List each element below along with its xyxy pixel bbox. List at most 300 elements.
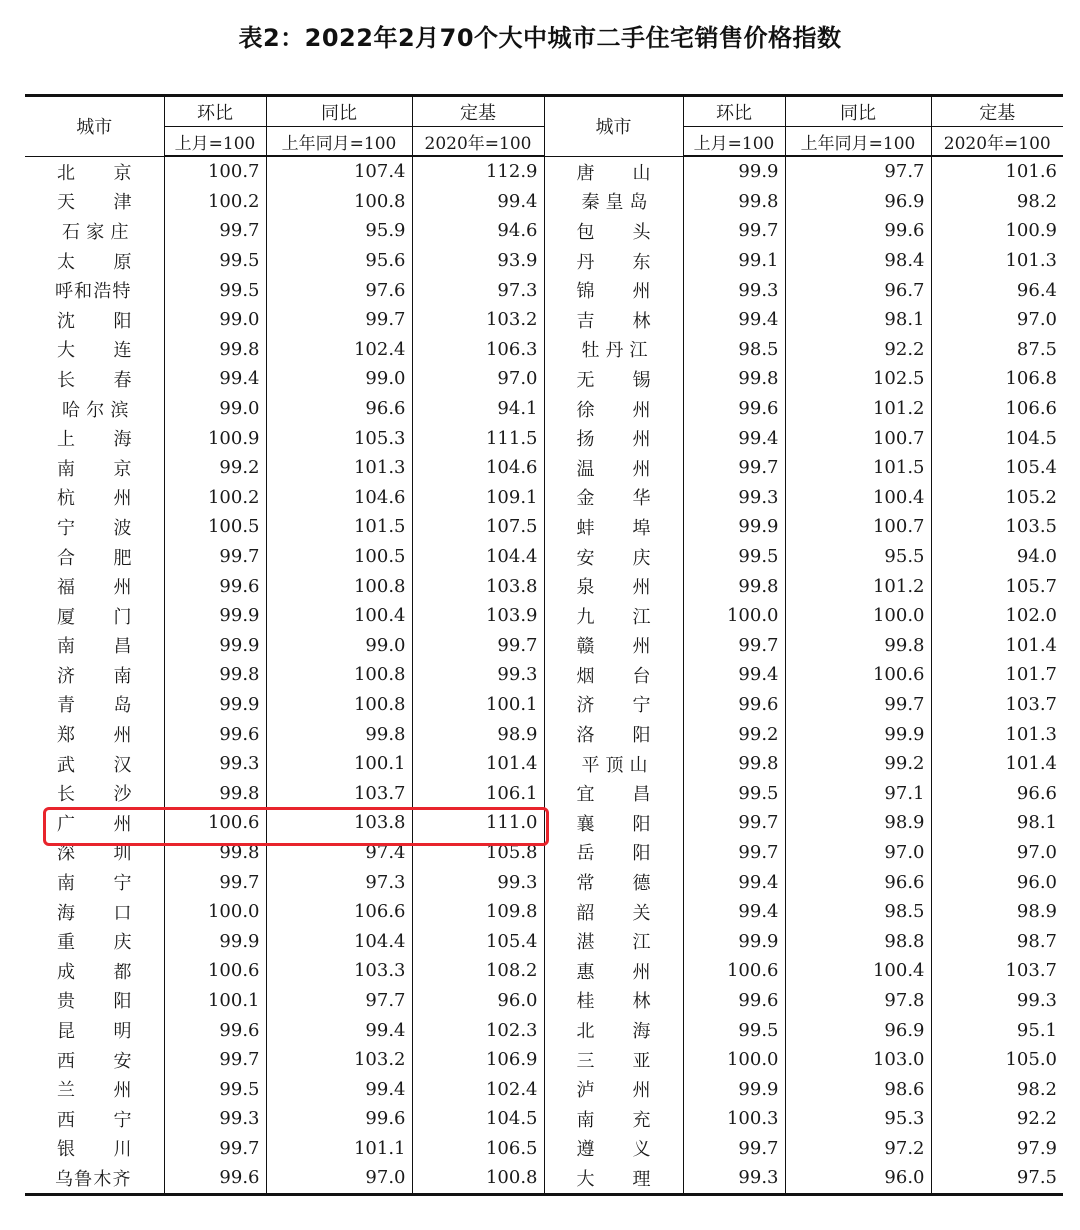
right-fixed-cell: 87.5 xyxy=(931,335,1063,365)
right-mom-cell: 99.8 xyxy=(683,187,785,217)
table-row xyxy=(25,778,1063,808)
header-yoy-base-right: 上年同月=100 xyxy=(785,127,931,157)
left-city-cell: 海口 xyxy=(57,902,132,924)
left-yoy-cell: 104.4 xyxy=(266,926,412,956)
left-yoy-cell: 99.6 xyxy=(266,1104,412,1134)
left-mom-cell: 99.2 xyxy=(164,453,266,483)
table-row xyxy=(25,512,1063,542)
left-fixed-cell: 104.4 xyxy=(412,542,544,572)
left-mom-cell: 99.3 xyxy=(164,749,266,779)
right-fixed-cell: 101.3 xyxy=(931,246,1063,276)
left-mom-cell: 100.2 xyxy=(164,483,266,513)
right-mom-cell: 99.4 xyxy=(683,897,785,927)
right-mom-cell: 99.8 xyxy=(683,571,785,601)
left-fixed-cell: 109.8 xyxy=(412,897,544,927)
left-city-cell: 昆明 xyxy=(57,1021,132,1043)
right-mom-cell: 99.7 xyxy=(683,631,785,661)
right-city-cell: 蚌埠 xyxy=(544,512,683,542)
left-fixed-cell: 98.9 xyxy=(412,719,544,749)
right-mom-cell: 99.3 xyxy=(683,483,785,513)
right-fixed-cell: 101.4 xyxy=(931,749,1063,779)
header-mom-base-right: 上月=100 xyxy=(683,127,785,157)
left-yoy-cell: 99.4 xyxy=(266,1074,412,1104)
right-yoy-cell: 100.7 xyxy=(785,512,931,542)
left-yoy-cell: 102.4 xyxy=(266,335,412,365)
right-city-cell: 遵义 xyxy=(544,1134,683,1164)
table-row xyxy=(25,1045,1063,1075)
right-city-cell: 吉林 xyxy=(544,305,683,335)
right-mom-cell: 99.4 xyxy=(683,660,785,690)
left-mom-cell: 99.0 xyxy=(164,394,266,424)
left-mom-cell: 99.5 xyxy=(164,246,266,276)
left-mom-cell: 99.3 xyxy=(164,1104,266,1134)
table-row xyxy=(25,156,1063,187)
left-yoy-cell: 99.0 xyxy=(266,364,412,394)
right-city-cell: 平顶山 xyxy=(544,749,683,779)
table-row xyxy=(25,749,1063,779)
right-yoy-cell: 96.9 xyxy=(785,1015,931,1045)
left-city-cell: 南宁 xyxy=(57,873,132,895)
right-city-cell: 锦州 xyxy=(544,275,683,305)
right-yoy-cell: 100.6 xyxy=(785,660,931,690)
right-yoy-cell: 96.7 xyxy=(785,275,931,305)
table-row xyxy=(25,660,1063,690)
table-row xyxy=(25,483,1063,513)
table-row xyxy=(25,1163,1063,1194)
right-yoy-cell: 100.4 xyxy=(785,956,931,986)
left-city-cell: 宁波 xyxy=(57,517,132,539)
left-city-cell: 重庆 xyxy=(57,932,132,954)
left-mom-cell: 100.5 xyxy=(164,512,266,542)
right-fixed-cell: 101.3 xyxy=(931,719,1063,749)
right-yoy-cell: 102.5 xyxy=(785,364,931,394)
left-fixed-cell: 103.8 xyxy=(412,571,544,601)
left-fixed-cell: 99.7 xyxy=(412,631,544,661)
left-yoy-cell: 106.6 xyxy=(266,897,412,927)
header-fixed-base-left: 2020年=100 xyxy=(412,127,544,157)
left-city-cell: 大连 xyxy=(57,340,132,362)
right-mom-cell: 100.0 xyxy=(683,601,785,631)
left-mom-cell: 99.7 xyxy=(164,216,266,246)
page-title: 表2：2022年2月70个大中城市二手住宅销售价格指数 xyxy=(238,24,842,52)
left-fixed-cell: 112.9 xyxy=(412,156,544,187)
left-mom-cell: 99.8 xyxy=(164,778,266,808)
left-mom-cell: 99.5 xyxy=(164,275,266,305)
table-row xyxy=(25,601,1063,631)
left-city-cell: 郑州 xyxy=(57,725,132,747)
left-yoy-cell: 101.1 xyxy=(266,1134,412,1164)
right-fixed-cell: 98.1 xyxy=(931,808,1063,838)
left-yoy-cell: 95.6 xyxy=(266,246,412,276)
right-yoy-cell: 101.5 xyxy=(785,453,931,483)
right-yoy-cell: 97.2 xyxy=(785,1134,931,1164)
left-fixed-cell: 94.1 xyxy=(412,394,544,424)
right-yoy-cell: 97.0 xyxy=(785,838,931,868)
right-city-cell: 秦皇岛 xyxy=(544,187,683,217)
right-mom-cell: 99.4 xyxy=(683,867,785,897)
left-mom-cell: 99.9 xyxy=(164,690,266,720)
right-mom-cell: 99.3 xyxy=(683,275,785,305)
left-city-cell: 沈阳 xyxy=(57,310,132,332)
right-yoy-cell: 99.8 xyxy=(785,631,931,661)
left-mom-cell: 99.9 xyxy=(164,926,266,956)
header-fixed-left: 定基 xyxy=(412,96,544,127)
left-city-cell: 青岛 xyxy=(57,695,132,717)
left-yoy-cell: 97.3 xyxy=(266,867,412,897)
right-city-cell: 牡丹江 xyxy=(544,335,683,365)
left-mom-cell: 100.9 xyxy=(164,423,266,453)
left-yoy-cell: 103.2 xyxy=(266,1045,412,1075)
left-yoy-cell: 100.8 xyxy=(266,690,412,720)
left-mom-cell: 99.6 xyxy=(164,1015,266,1045)
right-yoy-cell: 98.1 xyxy=(785,305,931,335)
header-yoy-base-left: 上年同月=100 xyxy=(266,127,412,157)
left-fixed-cell: 94.6 xyxy=(412,216,544,246)
right-fixed-cell: 105.2 xyxy=(931,483,1063,513)
table-row xyxy=(25,867,1063,897)
left-fixed-cell: 111.0 xyxy=(412,808,544,838)
right-city-cell: 桂林 xyxy=(544,986,683,1016)
right-mom-cell: 99.6 xyxy=(683,394,785,424)
header-yoy-right: 同比 xyxy=(785,96,931,127)
left-yoy-cell: 100.8 xyxy=(266,187,412,217)
right-city-cell: 金华 xyxy=(544,483,683,513)
left-fixed-cell: 103.9 xyxy=(412,601,544,631)
right-mom-cell: 99.7 xyxy=(683,838,785,868)
left-yoy-cell: 103.8 xyxy=(266,808,412,838)
left-yoy-cell: 99.4 xyxy=(266,1015,412,1045)
left-yoy-cell: 99.8 xyxy=(266,719,412,749)
price-index-table xyxy=(25,94,1063,1196)
left-mom-cell: 100.7 xyxy=(164,156,266,187)
right-city-cell: 惠州 xyxy=(544,956,683,986)
right-fixed-cell: 97.9 xyxy=(931,1134,1063,1164)
table-row xyxy=(25,275,1063,305)
right-city-cell: 包头 xyxy=(544,216,683,246)
right-mom-cell: 99.8 xyxy=(683,364,785,394)
left-city-cell: 北京 xyxy=(57,162,132,184)
table-row xyxy=(25,571,1063,601)
left-city-cell: 武汉 xyxy=(57,754,132,776)
right-yoy-cell: 97.1 xyxy=(785,778,931,808)
right-yoy-cell: 100.7 xyxy=(785,423,931,453)
right-yoy-cell: 97.7 xyxy=(785,156,931,187)
right-city-cell: 大理 xyxy=(544,1163,683,1194)
left-yoy-cell: 97.0 xyxy=(266,1163,412,1194)
left-city-cell: 贵阳 xyxy=(57,991,132,1013)
left-yoy-cell: 101.5 xyxy=(266,512,412,542)
left-mom-cell: 99.7 xyxy=(164,1045,266,1075)
right-city-cell: 泉州 xyxy=(544,571,683,601)
left-city-cell: 太原 xyxy=(57,251,132,273)
left-city-cell: 长沙 xyxy=(57,784,132,806)
right-city-cell: 岳阳 xyxy=(544,838,683,868)
right-fixed-cell: 101.4 xyxy=(931,631,1063,661)
left-yoy-cell: 103.7 xyxy=(266,778,412,808)
left-fixed-cell: 105.4 xyxy=(412,926,544,956)
left-city-cell: 哈尔滨 xyxy=(62,399,129,421)
right-mom-cell: 99.3 xyxy=(683,1163,785,1194)
left-fixed-cell: 104.6 xyxy=(412,453,544,483)
table-row xyxy=(25,808,1063,838)
right-city-cell: 宜昌 xyxy=(544,778,683,808)
right-fixed-cell: 101.7 xyxy=(931,660,1063,690)
left-city-cell: 上海 xyxy=(57,429,132,451)
right-yoy-cell: 96.0 xyxy=(785,1163,931,1194)
right-fixed-cell: 105.4 xyxy=(931,453,1063,483)
left-fixed-cell: 108.2 xyxy=(412,956,544,986)
table-row xyxy=(25,1015,1063,1045)
header-mom-base-left: 上月=100 xyxy=(164,127,266,157)
left-yoy-cell: 103.3 xyxy=(266,956,412,986)
right-city-cell: 泸州 xyxy=(544,1074,683,1104)
left-yoy-cell: 97.4 xyxy=(266,838,412,868)
right-mom-cell: 100.6 xyxy=(683,956,785,986)
table-row xyxy=(25,364,1063,394)
right-yoy-cell: 99.6 xyxy=(785,216,931,246)
right-mom-cell: 99.7 xyxy=(683,216,785,246)
right-fixed-cell: 97.0 xyxy=(931,305,1063,335)
right-mom-cell: 99.9 xyxy=(683,926,785,956)
table-body xyxy=(25,156,1063,1194)
right-city-cell: 北海 xyxy=(544,1015,683,1045)
left-fixed-cell: 100.8 xyxy=(412,1163,544,1194)
right-yoy-cell: 97.8 xyxy=(785,986,931,1016)
left-fixed-cell: 105.8 xyxy=(412,838,544,868)
left-city-cell: 天津 xyxy=(57,192,132,214)
right-yoy-cell: 98.6 xyxy=(785,1074,931,1104)
left-mom-cell: 99.7 xyxy=(164,542,266,572)
left-fixed-cell: 106.3 xyxy=(412,335,544,365)
right-city-cell: 唐山 xyxy=(544,156,683,187)
left-fixed-cell: 103.2 xyxy=(412,305,544,335)
left-city-cell: 合肥 xyxy=(57,547,132,569)
left-yoy-cell: 101.3 xyxy=(266,453,412,483)
left-yoy-cell: 97.6 xyxy=(266,275,412,305)
left-fixed-cell: 99.4 xyxy=(412,187,544,217)
right-mom-cell: 99.7 xyxy=(683,1134,785,1164)
left-yoy-cell: 96.6 xyxy=(266,394,412,424)
table-row xyxy=(25,1074,1063,1104)
left-mom-cell: 99.7 xyxy=(164,867,266,897)
right-yoy-cell: 95.5 xyxy=(785,542,931,572)
left-fixed-cell: 107.5 xyxy=(412,512,544,542)
table-row xyxy=(25,246,1063,276)
header-yoy-left: 同比 xyxy=(266,96,412,127)
left-city-cell: 长春 xyxy=(57,369,132,391)
right-mom-cell: 99.7 xyxy=(683,453,785,483)
right-city-cell: 洛阳 xyxy=(544,719,683,749)
header-city-left: 城市 xyxy=(25,96,164,157)
left-mom-cell: 99.8 xyxy=(164,335,266,365)
right-fixed-cell: 105.0 xyxy=(931,1045,1063,1075)
table-row xyxy=(25,305,1063,335)
right-yoy-cell: 98.8 xyxy=(785,926,931,956)
table-row xyxy=(25,187,1063,217)
left-city-cell: 成都 xyxy=(57,961,132,983)
left-city-cell: 南京 xyxy=(57,458,132,480)
right-fixed-cell: 101.6 xyxy=(931,156,1063,187)
right-mom-cell: 99.5 xyxy=(683,542,785,572)
left-mom-cell: 99.8 xyxy=(164,660,266,690)
right-yoy-cell: 100.4 xyxy=(785,483,931,513)
right-mom-cell: 99.5 xyxy=(683,1015,785,1045)
table-row xyxy=(25,956,1063,986)
table-row xyxy=(25,423,1063,453)
left-city-cell: 兰州 xyxy=(57,1080,132,1102)
right-yoy-cell: 101.2 xyxy=(785,571,931,601)
right-city-cell: 丹东 xyxy=(544,246,683,276)
left-fixed-cell: 96.0 xyxy=(412,986,544,1016)
left-mom-cell: 100.0 xyxy=(164,897,266,927)
left-yoy-cell: 100.8 xyxy=(266,660,412,690)
right-fixed-cell: 103.5 xyxy=(931,512,1063,542)
right-mom-cell: 99.2 xyxy=(683,719,785,749)
right-city-cell: 常德 xyxy=(544,867,683,897)
left-mom-cell: 99.5 xyxy=(164,1074,266,1104)
left-fixed-cell: 97.3 xyxy=(412,275,544,305)
right-fixed-cell: 94.0 xyxy=(931,542,1063,572)
left-city-cell: 西宁 xyxy=(57,1109,132,1131)
header-mom-right: 环比 xyxy=(683,96,785,127)
left-yoy-cell: 104.6 xyxy=(266,483,412,513)
left-city-cell: 石家庄 xyxy=(62,221,129,243)
table-row xyxy=(25,926,1063,956)
left-fixed-cell: 102.3 xyxy=(412,1015,544,1045)
left-yoy-cell: 100.5 xyxy=(266,542,412,572)
left-fixed-cell: 102.4 xyxy=(412,1074,544,1104)
right-fixed-cell: 96.0 xyxy=(931,867,1063,897)
table-header xyxy=(25,96,1063,157)
left-fixed-cell: 106.5 xyxy=(412,1134,544,1164)
left-fixed-cell: 104.5 xyxy=(412,1104,544,1134)
right-fixed-cell: 99.3 xyxy=(931,986,1063,1016)
right-city-cell: 温州 xyxy=(544,453,683,483)
right-yoy-cell: 98.9 xyxy=(785,808,931,838)
left-yoy-cell: 105.3 xyxy=(266,423,412,453)
table-row xyxy=(25,335,1063,365)
right-yoy-cell: 92.2 xyxy=(785,335,931,365)
right-city-cell: 南充 xyxy=(544,1104,683,1134)
left-yoy-cell: 99.7 xyxy=(266,305,412,335)
table-row xyxy=(25,897,1063,927)
left-city-cell: 济南 xyxy=(57,665,132,687)
right-yoy-cell: 95.3 xyxy=(785,1104,931,1134)
right-city-cell: 三亚 xyxy=(544,1045,683,1075)
left-mom-cell: 99.6 xyxy=(164,571,266,601)
right-mom-cell: 99.9 xyxy=(683,512,785,542)
right-mom-cell: 99.9 xyxy=(683,156,785,187)
right-city-cell: 襄阳 xyxy=(544,808,683,838)
table-row xyxy=(25,719,1063,749)
right-mom-cell: 100.3 xyxy=(683,1104,785,1134)
left-yoy-cell: 100.8 xyxy=(266,571,412,601)
left-city-cell: 呼和浩特 xyxy=(55,281,131,303)
left-city-cell: 西安 xyxy=(57,1050,132,1072)
right-mom-cell: 100.0 xyxy=(683,1045,785,1075)
right-fixed-cell: 104.5 xyxy=(931,423,1063,453)
right-fixed-cell: 98.7 xyxy=(931,926,1063,956)
left-city-cell: 深圳 xyxy=(57,843,132,865)
right-yoy-cell: 98.5 xyxy=(785,897,931,927)
right-fixed-cell: 98.2 xyxy=(931,187,1063,217)
right-city-cell: 济宁 xyxy=(544,690,683,720)
right-fixed-cell: 105.7 xyxy=(931,571,1063,601)
right-yoy-cell: 99.2 xyxy=(785,749,931,779)
table-row xyxy=(25,542,1063,572)
right-mom-cell: 99.4 xyxy=(683,423,785,453)
left-city-cell: 南昌 xyxy=(57,636,132,658)
left-mom-cell: 99.9 xyxy=(164,601,266,631)
left-mom-cell: 99.4 xyxy=(164,364,266,394)
left-mom-cell: 99.7 xyxy=(164,1134,266,1164)
table-row xyxy=(25,453,1063,483)
right-city-cell: 九江 xyxy=(544,601,683,631)
right-yoy-cell: 103.0 xyxy=(785,1045,931,1075)
left-mom-cell: 99.9 xyxy=(164,631,266,661)
right-mom-cell: 99.8 xyxy=(683,749,785,779)
right-yoy-cell: 98.4 xyxy=(785,246,931,276)
right-fixed-cell: 103.7 xyxy=(931,690,1063,720)
right-fixed-cell: 96.4 xyxy=(931,275,1063,305)
left-mom-cell: 99.0 xyxy=(164,305,266,335)
right-city-cell: 扬州 xyxy=(544,423,683,453)
table-row xyxy=(25,838,1063,868)
right-fixed-cell: 98.2 xyxy=(931,1074,1063,1104)
right-mom-cell: 99.5 xyxy=(683,778,785,808)
right-city-cell: 湛江 xyxy=(544,926,683,956)
right-city-cell: 无锡 xyxy=(544,364,683,394)
right-fixed-cell: 106.8 xyxy=(931,364,1063,394)
left-city-cell: 银川 xyxy=(57,1139,132,1161)
left-city-cell: 广州 xyxy=(57,813,132,835)
table-row xyxy=(25,631,1063,661)
left-fixed-cell: 97.0 xyxy=(412,364,544,394)
left-mom-cell: 99.6 xyxy=(164,719,266,749)
table-row xyxy=(25,986,1063,1016)
left-city-cell: 福州 xyxy=(57,577,132,599)
right-fixed-cell: 97.0 xyxy=(931,838,1063,868)
left-fixed-cell: 93.9 xyxy=(412,246,544,276)
left-fixed-cell: 106.1 xyxy=(412,778,544,808)
header-fixed-base-right: 2020年=100 xyxy=(931,127,1063,157)
left-fixed-cell: 99.3 xyxy=(412,660,544,690)
right-fixed-cell: 98.9 xyxy=(931,897,1063,927)
left-yoy-cell: 99.0 xyxy=(266,631,412,661)
left-fixed-cell: 99.3 xyxy=(412,867,544,897)
right-yoy-cell: 99.7 xyxy=(785,690,931,720)
table-row xyxy=(25,1134,1063,1164)
right-yoy-cell: 100.0 xyxy=(785,601,931,631)
right-fixed-cell: 97.5 xyxy=(931,1163,1063,1194)
left-mom-cell: 100.1 xyxy=(164,986,266,1016)
left-city-cell: 杭州 xyxy=(57,488,132,510)
left-city-cell: 乌鲁木齐 xyxy=(25,1163,164,1194)
left-city-cell: 厦门 xyxy=(57,606,132,628)
right-city-cell: 烟台 xyxy=(544,660,683,690)
right-mom-cell: 99.6 xyxy=(683,986,785,1016)
right-yoy-cell: 101.2 xyxy=(785,394,931,424)
right-fixed-cell: 95.1 xyxy=(931,1015,1063,1045)
left-fixed-cell: 111.5 xyxy=(412,423,544,453)
right-fixed-cell: 102.0 xyxy=(931,601,1063,631)
header-row-primary xyxy=(25,96,1063,127)
left-mom-cell: 100.2 xyxy=(164,187,266,217)
right-mom-cell: 99.9 xyxy=(683,1074,785,1104)
right-mom-cell: 99.7 xyxy=(683,808,785,838)
left-mom-cell: 100.6 xyxy=(164,956,266,986)
header-mom-left: 环比 xyxy=(164,96,266,127)
